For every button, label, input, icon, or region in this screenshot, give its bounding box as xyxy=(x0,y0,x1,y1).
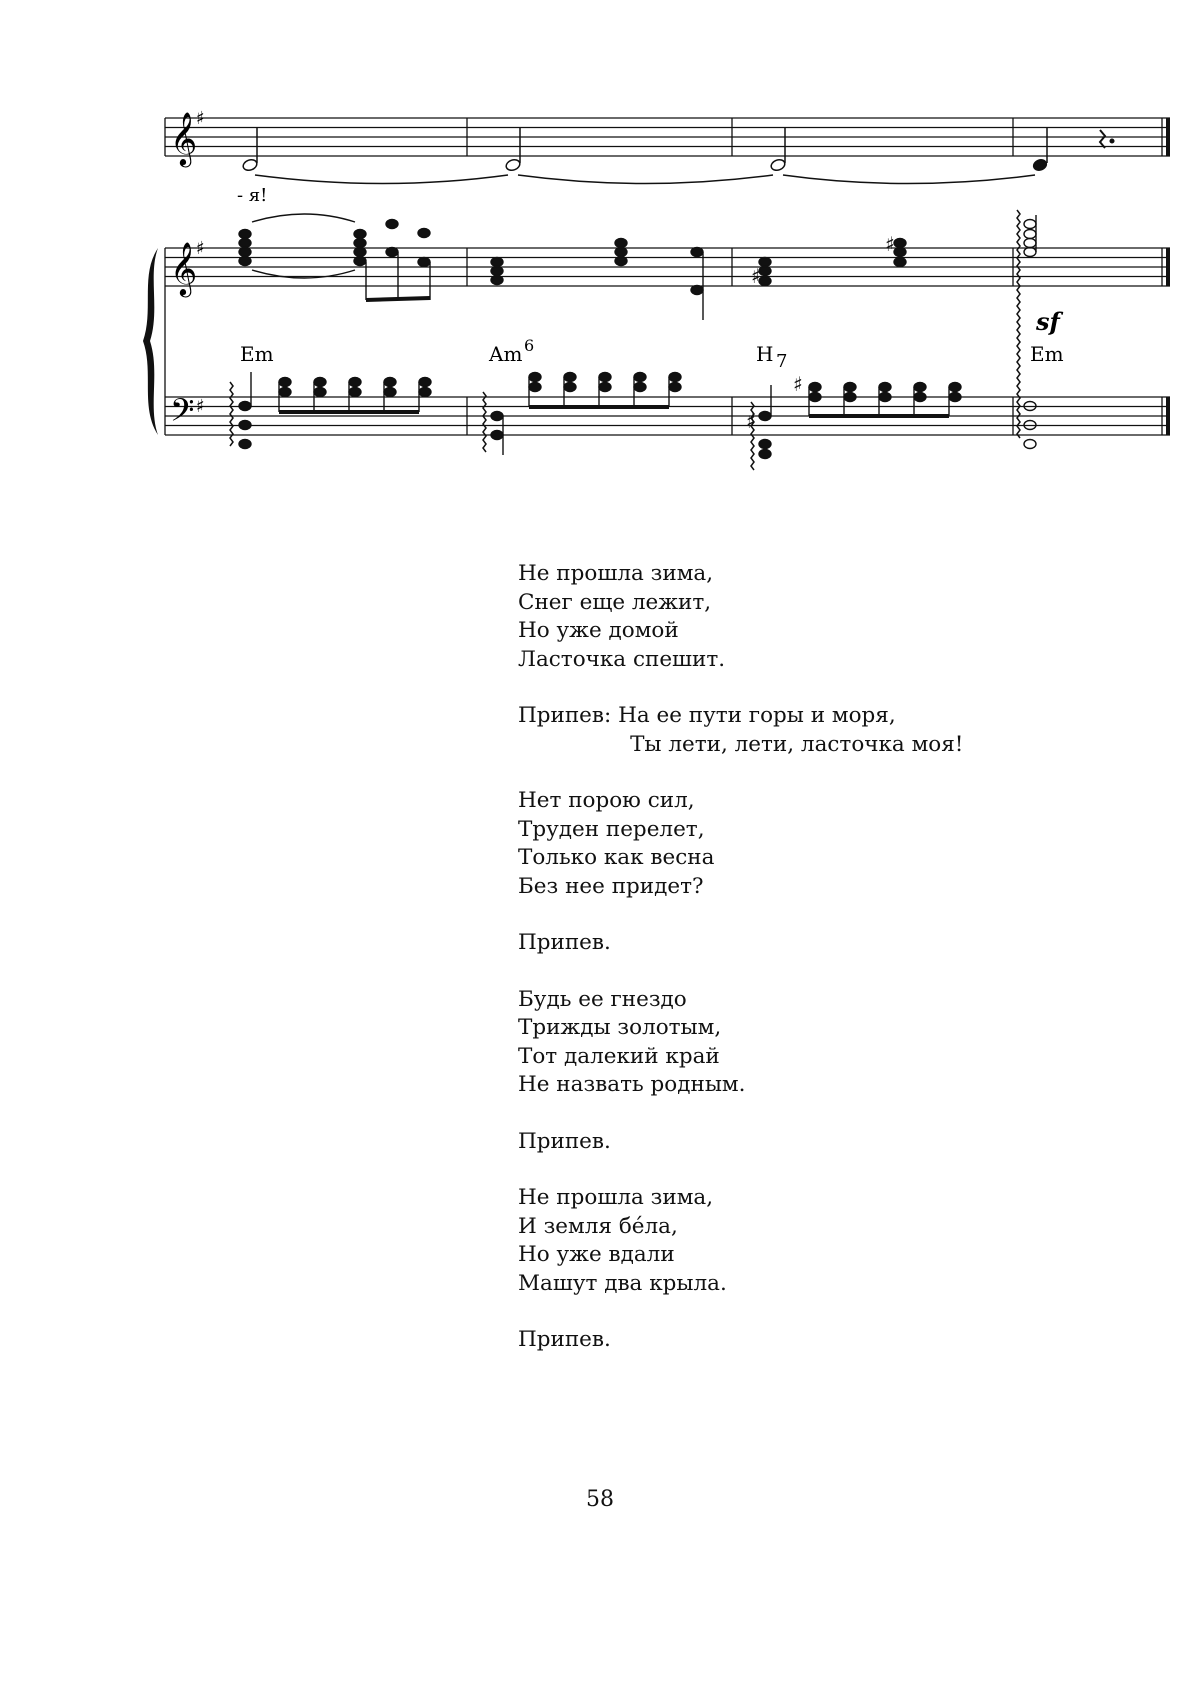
lyric-line: И земля бéла, xyxy=(518,1213,678,1239)
treble-clef-icon: 𝄞 xyxy=(170,241,198,295)
refrain-line: Ты лети, лети, ласточка моя! xyxy=(630,731,964,757)
verse-2 xyxy=(518,787,963,901)
lyric-line: Но уже домой xyxy=(518,618,679,643)
lyric-line: Без нее придет? xyxy=(518,873,704,899)
music-score xyxy=(0,0,1200,480)
chord-symbol-am: Am xyxy=(489,342,523,366)
refrain xyxy=(518,702,963,759)
svg-text:♯: ♯ xyxy=(751,264,761,288)
key-signature-sharp-icon: ♯ xyxy=(196,108,205,129)
lyric-line: Только как весна xyxy=(518,845,715,870)
lyric-line: Нет порою сил, xyxy=(518,788,695,813)
chord-symbol-h-subscript: 7 xyxy=(776,351,788,372)
refrain-label: Припев: xyxy=(518,703,619,728)
lyric-line: Тот далекий край xyxy=(518,1043,720,1069)
chord-symbol-em: Em xyxy=(240,342,274,366)
refrain-line: На ее пути горы и моря, xyxy=(618,703,896,728)
treble-clef-icon: 𝄞 xyxy=(170,111,198,165)
refrain-call: Припев. xyxy=(518,1128,611,1154)
lyric-line: Ласточка спешит. xyxy=(518,646,726,672)
svg-text:♯: ♯ xyxy=(885,232,895,256)
lyric-line: Машут два крыла. xyxy=(518,1270,727,1296)
lyric-line: Не прошла зима, xyxy=(518,561,714,586)
chord-symbol-am-superscript: 6 xyxy=(524,336,535,355)
page-number: 58 xyxy=(586,1487,614,1512)
svg-text:♯: ♯ xyxy=(746,409,756,433)
lyric-line: Будь ее гнездо xyxy=(518,986,687,1012)
key-signature-sharp-icon: ♯ xyxy=(196,396,205,417)
piano-bass-chords xyxy=(239,372,1036,459)
svg-text:♯: ♯ xyxy=(793,372,803,396)
lyric-line: Не прошла зима, xyxy=(518,1185,714,1210)
vocal-staff xyxy=(165,118,1170,156)
verse-1 xyxy=(518,560,963,674)
chord-symbol-h: H xyxy=(756,342,774,366)
refrain-call: Припев. xyxy=(518,930,611,955)
lyric-line: Трижды золотым, xyxy=(518,1015,722,1040)
grand-staff-brace-icon xyxy=(143,248,158,435)
key-signature-sharp-icon: ♯ xyxy=(196,238,205,259)
chord-symbol-em-final: Em xyxy=(1030,342,1064,366)
lyric-line: Но уже вдали xyxy=(518,1242,675,1267)
lyric-line: Не назвать родным. xyxy=(518,1072,746,1097)
lyric-line: Труден перелет, xyxy=(518,816,705,842)
refrain-call: Припев. xyxy=(518,1327,611,1352)
vocal-syllable: - я! xyxy=(237,185,268,206)
lyric-line: Снег еще лежит, xyxy=(518,589,712,615)
verse-4 xyxy=(518,1184,963,1298)
song-lyrics xyxy=(518,560,963,1383)
verse-3 xyxy=(518,986,963,1100)
dynamic-marking: sf xyxy=(1036,307,1060,336)
bass-clef-icon: 𝄢 xyxy=(170,392,195,436)
